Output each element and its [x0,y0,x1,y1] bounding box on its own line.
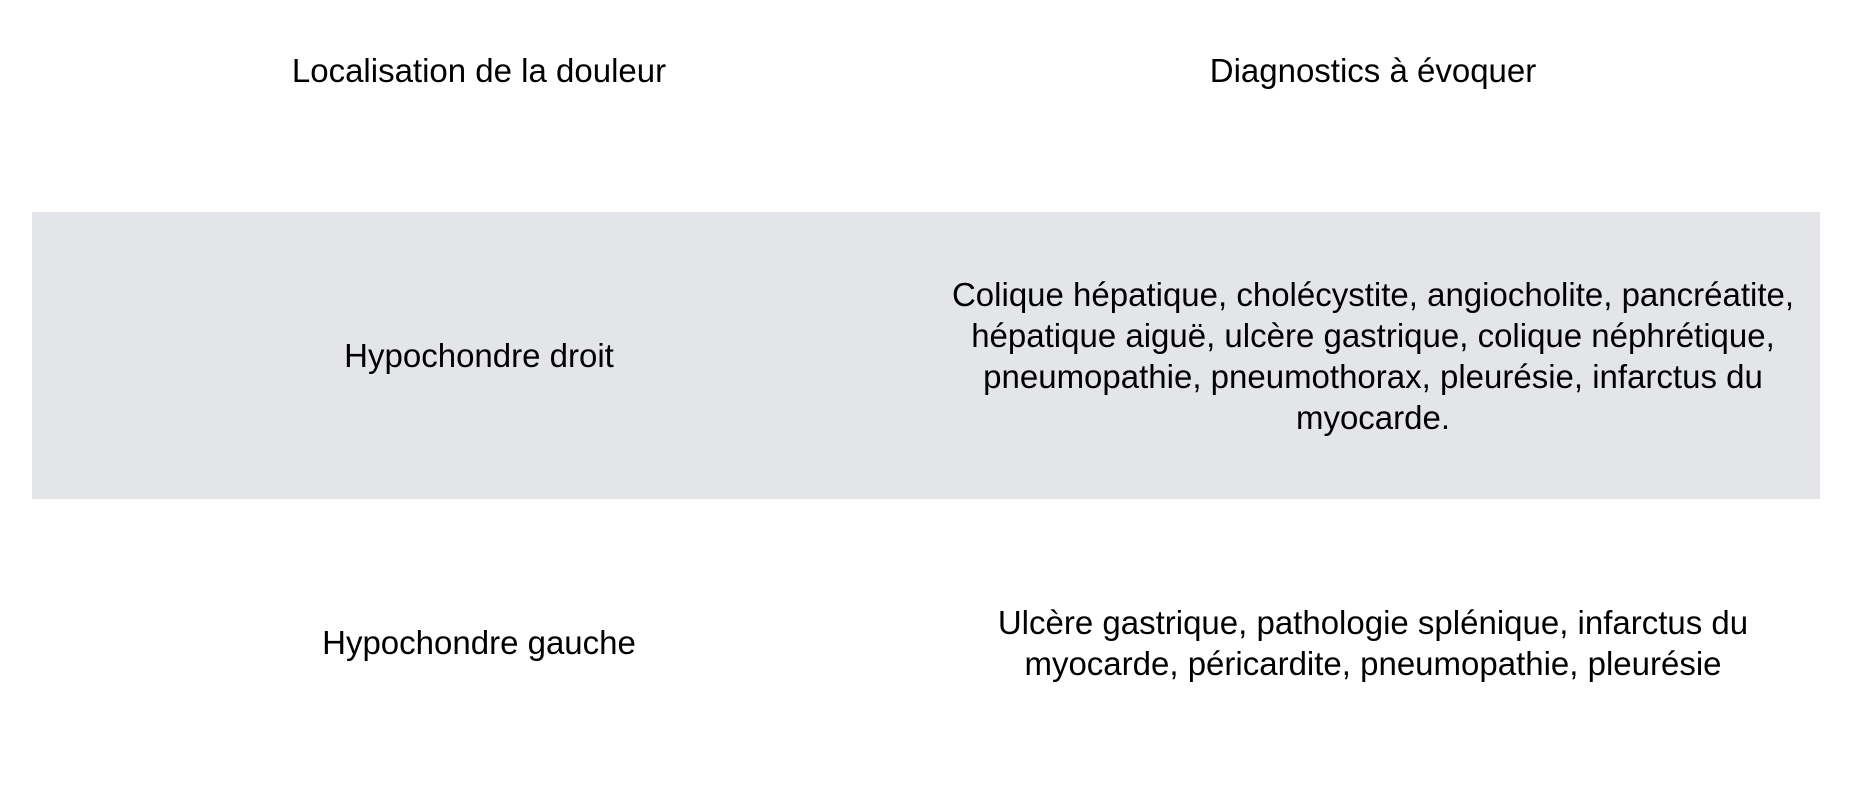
table-row [32,212,1820,499]
row-diagnostics-hypochondre-droit: Colique hépatique, cholécystite, angiocholite, pancréatite, hépatique aiguë, ulcère gastrique, colique néphrétique, pneumopathie, pneumothorax, pleurésie, infarctus du myocarde. [951,275,1795,436]
header-diagnostics: Diagnostics à évoquer [1209,51,1537,89]
row-diagnostics-hypochondre-gauche: Ulcère gastrique, pathologie splénique, infarctus du myocarde, péricardite, pneumopathie, pleurésie [997,603,1749,682]
table-header-row [32,0,1820,140]
diagnostic-table [32,0,1820,786]
row-location-hypochondre-droit: Hypochondre droit [344,337,614,374]
row-location-hypochondre-gauche: Hypochondre gauche [322,624,636,661]
table-row [32,499,1820,786]
header-location: Localisation de la douleur [291,51,667,89]
